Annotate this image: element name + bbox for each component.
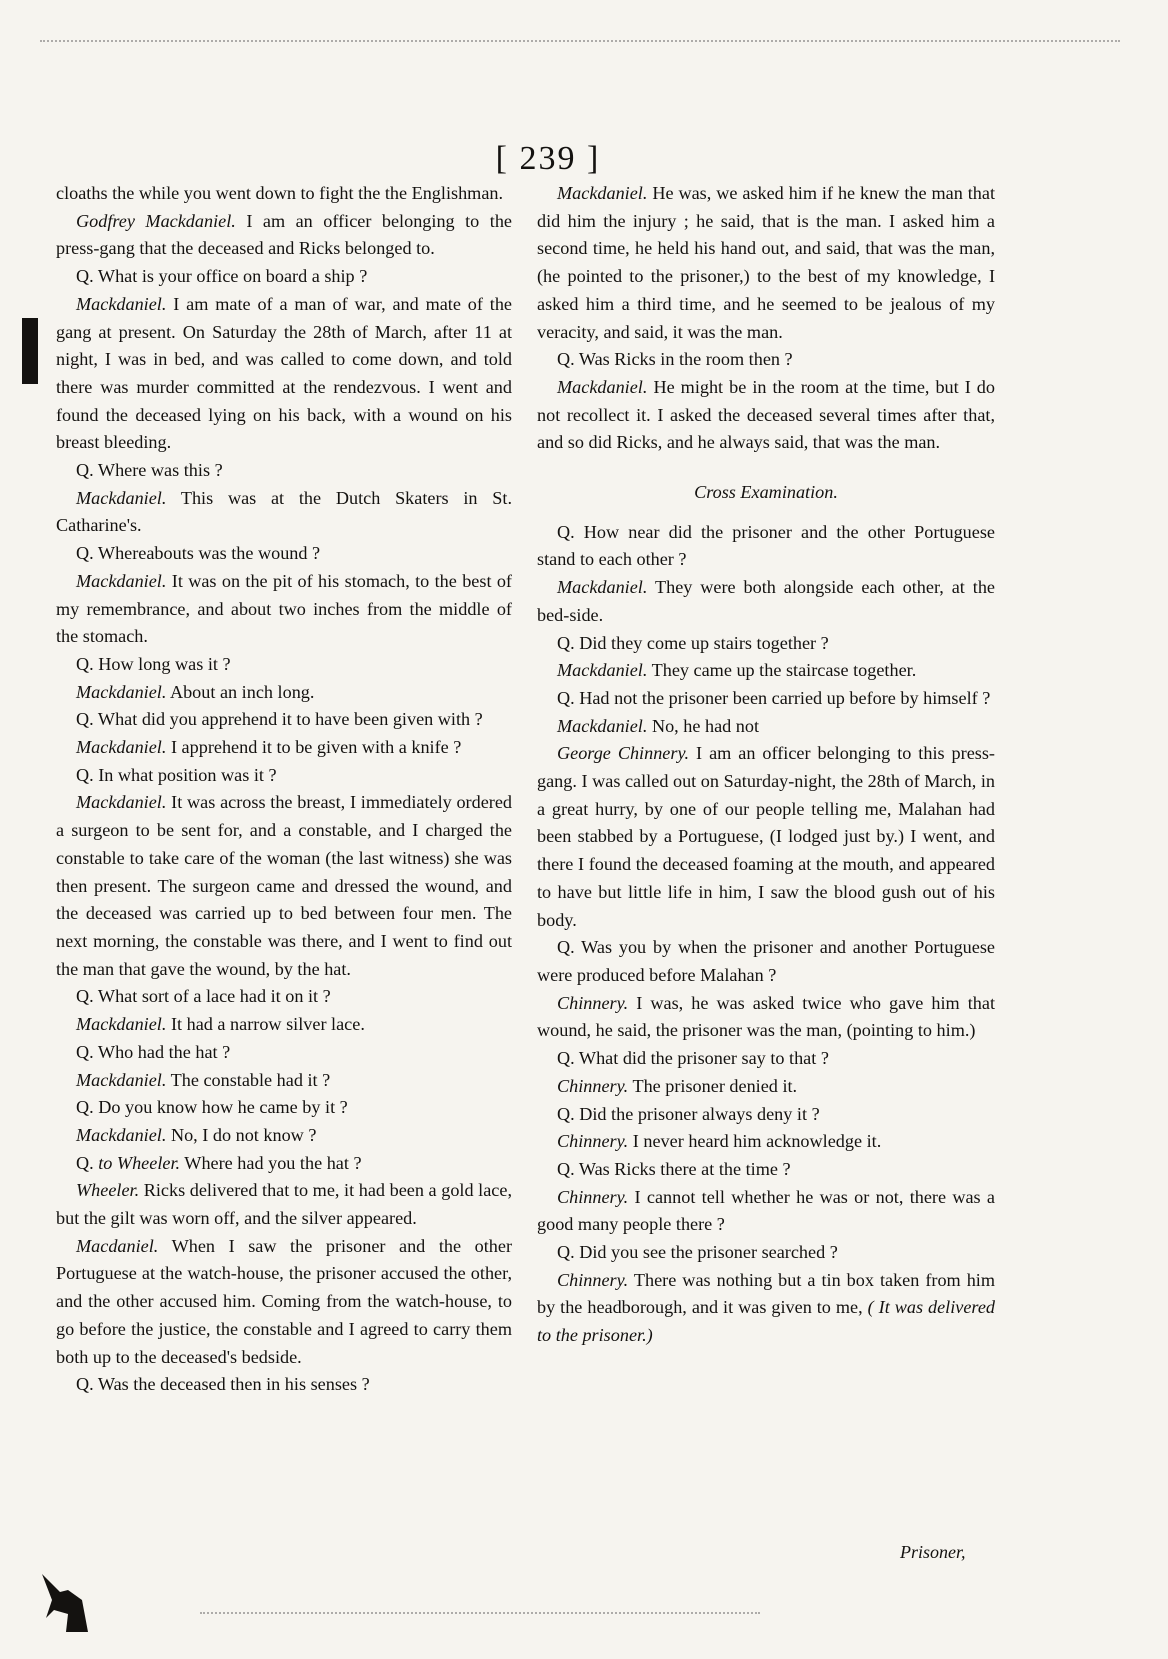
paragraph-text: I am mate of a man of war, and mate of the gang at present. On Saturday the 28th of March, after 11 at night, I was in bed, and was called to come down, and told there was murder committed at the rendezvous. I went and found the deceased lying on his back, with a wound on his breast bleeding. [56, 293, 512, 453]
question-paragraph [537, 630, 995, 658]
paragraph-text: Q. Was you by when the prisoner and another Portuguese were produced before Malahan ? [537, 937, 995, 985]
paragraph-text: There was nothing but a tin box taken from him by the headborough, and it was given to me, [537, 1269, 995, 1318]
paragraph-text: Q. Was Ricks in the room then ? [557, 349, 793, 370]
paragraph-text: Q. What sort of a lace had it on it ? [76, 986, 331, 1007]
paragraph-text: I never heard him acknowledge it. [632, 1131, 882, 1152]
question-paragraph [537, 1156, 995, 1184]
speaker-name: Mackdaniel. [76, 570, 167, 591]
paragraph-text: cloaths the while you went down to fight the the Englishman. [56, 183, 504, 203]
testimony-paragraph [56, 1150, 512, 1178]
paragraph-text: Where had you the hat ? [184, 1152, 362, 1173]
paragraph-text: This was at the Dutch Skaters in St. Catharine's. [56, 487, 512, 536]
speaker-name: Mackdaniel. [76, 487, 167, 508]
section-heading [537, 479, 995, 507]
testimony-paragraph [537, 657, 995, 685]
testimony-paragraph [56, 208, 512, 263]
speaker-name: Mackdaniel. [76, 1014, 167, 1035]
speaker-name: Mackdaniel. [76, 681, 167, 702]
paragraph-text: Q. Did they come up stairs together ? [557, 632, 829, 653]
question-paragraph [56, 263, 512, 291]
paragraph-text: No, he had not [651, 715, 760, 736]
paragraph-text: Q. Did you see the prisoner searched ? [557, 1242, 838, 1263]
scan-noise-bottom [200, 1612, 760, 1614]
speaker-name: Mackdaniel. [557, 183, 648, 203]
testimony-paragraph [56, 1122, 512, 1150]
catchword: Prisoner, [900, 1542, 966, 1562]
testimony-paragraph [56, 734, 512, 762]
question-paragraph [56, 762, 512, 790]
speaker-name: Godfrey Mackdaniel. [76, 210, 236, 231]
paragraph-text: Q. How long was it ? [76, 653, 231, 674]
speaker-name: Wheeler. [76, 1180, 140, 1201]
question-paragraph [537, 685, 995, 713]
testimony-paragraph [56, 1067, 512, 1095]
question-paragraph [537, 1101, 995, 1129]
question-paragraph [537, 934, 995, 989]
paragraph-text: I am an officer belonging to this press-gang. I was called out on Saturday-night, the 28th of March, in a great hurry, by one of our people telling me, Malahan had been stabbed by a Portuguese, (I lodged just by.) I went, and there I found the deceased foaming at the mouth, and appeared to have but little life in him, I saw the blood gush out of his body. [537, 743, 995, 930]
paragraph-text: The constable had it ? [170, 1069, 331, 1090]
speaker-name: George Chinnery. [557, 743, 690, 764]
testimony-paragraph [537, 740, 995, 934]
paragraph-text: I am an officer belonging to the press-gang that the deceased and Ricks belonged to. [56, 210, 512, 259]
question-paragraph [56, 1371, 512, 1399]
speaker-name: Mackdaniel. [76, 737, 167, 758]
page-number: [ 239 ] [495, 140, 601, 177]
paragraph-text: They were both alongside each other, at the bed-side. [537, 577, 995, 625]
question-paragraph [537, 1045, 995, 1073]
testimony-paragraph [56, 291, 512, 457]
testimony-paragraph [537, 574, 995, 629]
speaker-name: Mackdaniel. [557, 577, 648, 598]
speaker-name: Mackdaniel. [76, 1124, 167, 1145]
paragraph-text: Q. Whereabouts was the wound ? [76, 543, 321, 564]
paragraph-note: ( It was delivered to the prisoner.) [537, 1297, 995, 1346]
testimony-paragraph [56, 1233, 512, 1372]
paragraph-text: About an inch long. [169, 681, 315, 702]
paragraph-text: It was across the breast, I immediately ordered a surgeon to be sent for, and a constable, and I charged the constable to take care of the woman (the last witness) she was then present. The surgeon came and dressed the wound, and the deceased was carried up to bed between four men. The next morning, the constable was there, and I went to find out the man that gave the wound, by the hat. [56, 792, 513, 979]
testimony-paragraph [56, 1011, 512, 1039]
margin-mark [22, 318, 38, 384]
section-heading-text: Cross Examination. [694, 482, 838, 503]
paragraph-text: Q. Who had the hat ? [76, 1041, 231, 1062]
testimony-paragraph [537, 1184, 995, 1239]
paragraph-text: No, I do not know ? [170, 1124, 317, 1145]
paragraph-text: He was, we asked him if he knew the man that did him the injury ; he said, that is the man. I asked him a second time, he held his hand out, and said, that was the man, (he pointed to the prisoner,) to the best of my knowledge, I asked him a third time, and he seemed to be jealous of my veracity, and said, it was the man. [537, 183, 996, 342]
paragraph-text: The prisoner denied it. [632, 1075, 798, 1096]
question-paragraph [56, 706, 512, 734]
paragraph-text: Q. Did the prisoner always deny it ? [557, 1103, 820, 1124]
speaker-name: Chinnery. [557, 1269, 629, 1290]
corner-ink-mark [38, 1570, 108, 1634]
testimony-paragraph [537, 1267, 995, 1350]
paragraph-text: Q. Do you know how he came by it ? [76, 1097, 348, 1118]
paragraph-text: I was, he was asked twice who gave him that wound, he said, the prisoner was the man, (pointing to him.) [537, 992, 996, 1041]
paragraph-text: Q. Was the deceased then in his senses ? [76, 1374, 370, 1395]
paragraph-text: Q. Was Ricks there at the time ? [557, 1158, 791, 1179]
testimony-paragraph [537, 1128, 995, 1156]
paragraph-text: Q. What is your office on board a ship ? [76, 266, 368, 287]
question-paragraph [56, 651, 512, 679]
scan-noise-top [40, 40, 1120, 42]
speaker-name: Chinnery. [557, 1075, 629, 1096]
testimony-paragraph [56, 1177, 512, 1232]
speaker-name: Chinnery. [557, 992, 629, 1013]
paragraph-text: When I saw the prisoner and the other Portuguese at the watch-house, the prisoner accused the other, and the other accused him. Coming from the watch-house, to go before the justice, the constable and I agreed to carry them both up to the deceased's bedside. [56, 1235, 513, 1367]
testimony-paragraph [56, 789, 512, 983]
paragraph-text: He might be in the room at the time, but I do not recollect it. I asked the deceased several times after that, and so did Ricks, and he always said, that was the man. [537, 376, 995, 453]
paragraph-text: Ricks delivered that to me, it had been a gold lace, but the gilt was worn off, and the silver appeared. [56, 1180, 512, 1229]
question-paragraph [537, 346, 995, 374]
paragraph-text: Q. How near did the prisoner and the other Portuguese stand to each other ? [537, 521, 995, 570]
paragraph-text: It was on the pit of his stomach, to the best of my remembrance, and about two inches from the middle of the stomach. [56, 570, 512, 647]
question-paragraph [56, 1039, 512, 1067]
testimony-paragraph [537, 180, 995, 346]
speaker-name: to Wheeler. [98, 1152, 181, 1173]
question-paragraph [56, 180, 512, 208]
testimony-paragraph [56, 679, 512, 707]
paragraph-text: Q. What did you apprehend it to have been given with ? [76, 709, 483, 730]
paragraph-text: I cannot tell whether he was or not, there was a good many people there ? [537, 1186, 995, 1235]
paragraph-text: I apprehend it to be given with a knife ? [170, 737, 462, 758]
speaker-name: Macdaniel. [76, 1235, 159, 1256]
speaker-name: Mackdaniel. [76, 792, 167, 813]
left-column [56, 180, 512, 1399]
testimony-paragraph [537, 1073, 995, 1101]
question-paragraph [537, 519, 995, 574]
speaker-name: Mackdaniel. [557, 660, 648, 681]
speaker-name: Mackdaniel. [76, 1069, 167, 1090]
testimony-paragraph [537, 990, 995, 1045]
paragraph-text: They came up the staircase together. [651, 660, 917, 681]
speaker-name: Chinnery. [557, 1131, 629, 1152]
speaker-name: Mackdaniel. [557, 376, 648, 397]
testimony-paragraph [56, 568, 512, 651]
speaker-name: Mackdaniel. [76, 293, 167, 314]
question-paragraph [537, 1239, 995, 1267]
question-paragraph [56, 1094, 512, 1122]
question-paragraph [56, 983, 512, 1011]
paragraph-text: Q. Where was this ? [76, 460, 223, 481]
paragraph-text: Q. What did the prisoner say to that ? [557, 1048, 829, 1069]
speaker-name: Mackdaniel. [557, 715, 648, 736]
speaker-name: Chinnery. [557, 1186, 629, 1207]
paragraph-text: Q. Had not the prisoner been carried up before by himself ? [557, 687, 991, 708]
paragraph-text: Q. In what position was it ? [76, 764, 277, 785]
right-column [537, 180, 995, 1350]
testimony-paragraph [537, 713, 995, 741]
question-paragraph [56, 540, 512, 568]
question-prefix: Q. [76, 1152, 94, 1173]
testimony-paragraph [56, 485, 512, 540]
testimony-paragraph [537, 374, 995, 457]
paragraph-text: It had a narrow silver lace. [170, 1014, 365, 1035]
question-paragraph [56, 457, 512, 485]
